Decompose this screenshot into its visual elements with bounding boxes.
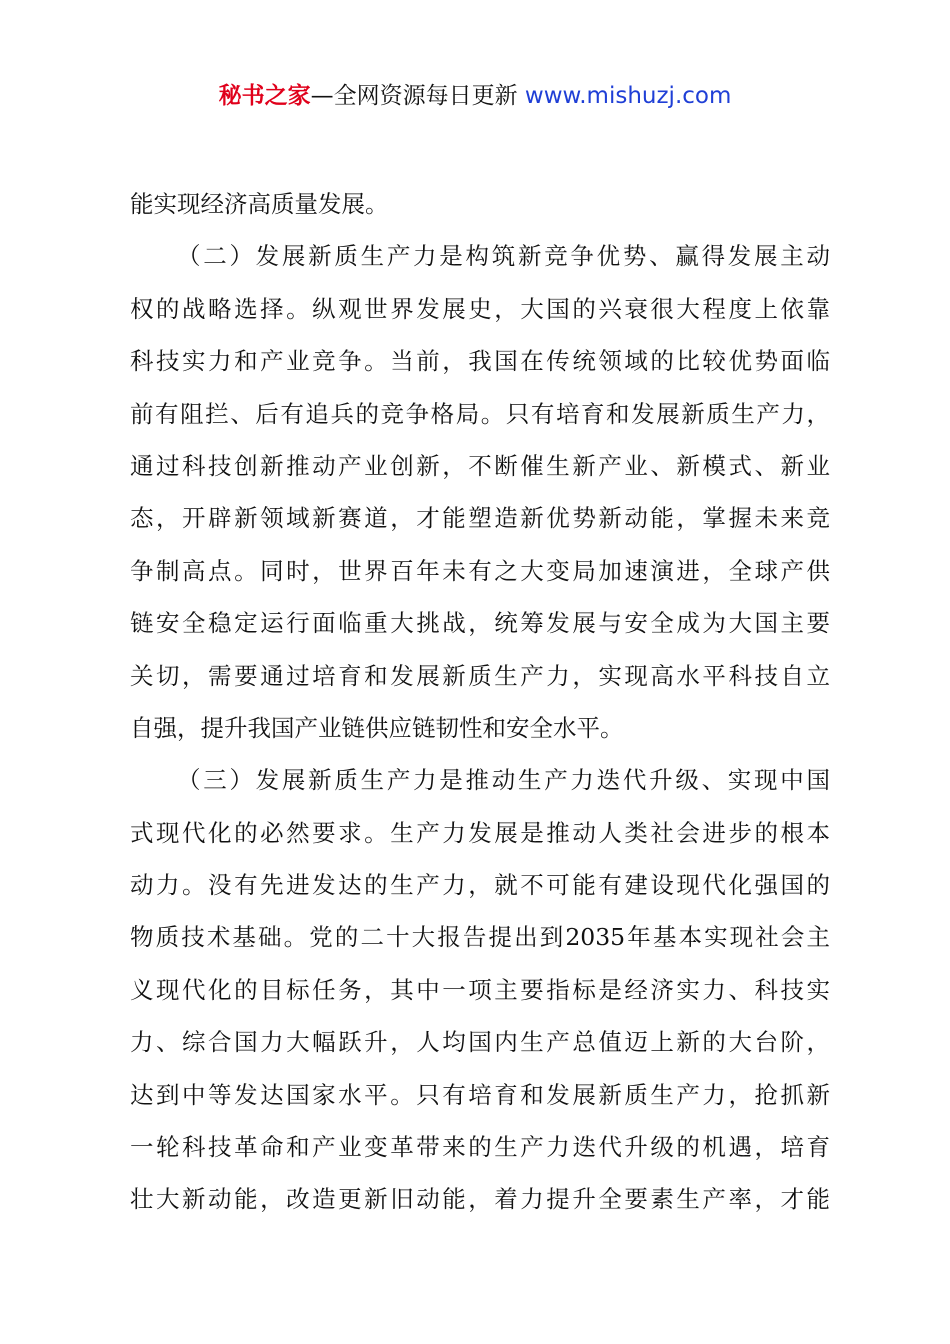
paragraph-line: 态，开辟新领域新赛道，才能塑造新优势新动能，掌握未来竞 [130,504,830,533]
paragraph-line: 物质技术基础。党的二十大报告提出到2035年基本实现社会主 [130,923,830,952]
paragraph-line: （三）发展新质生产力是推动生产力迭代升级、实现中国 [177,766,830,795]
paragraph-line: 科技实力和产业竞争。当前，我国在传统领域的比较优势面临 [130,347,830,376]
document-body [130,178,830,1226]
paragraph-line: 力、综合国力大幅跃升，人均国内生产总值迈上新的大台阶， [130,1028,830,1057]
paragraph-line: 权的战略选择。纵观世界发展史，大国的兴衰很大程度上依靠 [130,294,830,323]
paragraph-line: 动力。没有先进发达的生产力，就不可能有建设现代化强国的 [130,871,830,900]
paragraph-line: 式现代化的必然要求。生产力发展是推动人类社会进步的根本 [130,818,830,847]
paragraph-line: 通过科技创新推动产业创新，不断催生新产业、新模式、新业 [130,451,830,480]
paragraph-line: 达到中等发达国家水平。只有培育和发展新质生产力，抢抓新 [130,1080,830,1109]
page-header [0,80,950,112]
paragraph-line: 链安全稳定运行面临重大挑战，统筹发展与安全成为大国主要 [130,609,830,638]
paragraph-line: 前有阻拦、后有追兵的竞争格局。只有培育和发展新质生产力， [130,399,830,428]
paragraph-line: 争制高点。同时，世界百年未有之大变局加速演进，全球产供 [130,556,830,585]
paragraph-line: 壮大新动能，改造更新旧动能，着力提升全要素生产率，才能 [130,1185,830,1214]
header-url[interactable]: www.mishuzj.com [524,83,732,109]
header-brand: 秘书之家 [218,83,311,109]
paragraph-line: （二）发展新质生产力是构筑新竞争优势、赢得发展主动 [177,242,830,271]
paragraph-line: 关切，需要通过培育和发展新质生产力，实现高水平科技自立 [130,661,830,690]
paragraph-line: 自强，提升我国产业链供应链韧性和安全水平。 [130,713,624,742]
paragraph-line: 一轮科技革命和产业变革带来的生产力迭代升级的机遇，培育 [130,1133,830,1162]
header-tagline: —全网资源每日更新 [310,83,518,109]
paragraph-line: 义现代化的目标任务，其中一项主要指标是经济实力、科技实 [130,975,830,1004]
paragraph-line: 能实现经济高质量发展。 [130,190,389,218]
